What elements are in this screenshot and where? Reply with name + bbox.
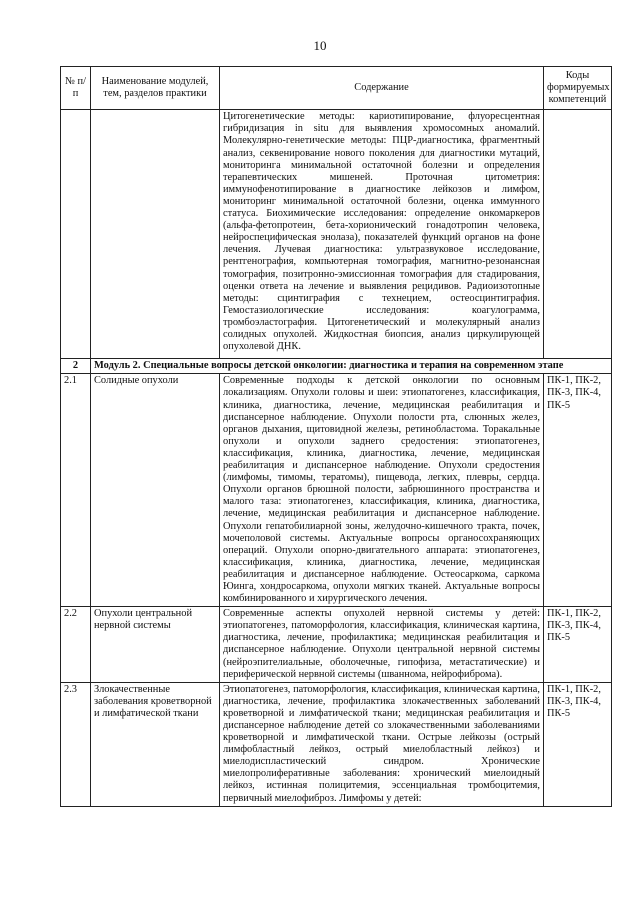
page-number: 10 — [313, 38, 327, 53]
module-title: Модуль 2. Специальные вопросы детской онкологии: диагностика и терапия на современном этапе — [91, 359, 612, 374]
row-codes: ПК-1, ПК-2, ПК-3, ПК-4, ПК-5 — [544, 607, 612, 683]
table-row-continuation — [61, 110, 612, 359]
row-content: Этиопатогенез, патоморфология, классификация, клиническая картина, диагностика, лечение, профилактика злокачественных заболеваний кроветворной и лимфатической ткани; медицинская реабилитация и диспансерное наблюдение детей со злокачественными заболеваниями кроветворной и лимфатической ткани. Острые лейкозы (острый лимфобластный лейкоз, острый миелобластный лейкоз) и миелодиспластический синдром. Хронические миелопролиферативные заболевания: хронический миелоидный лейкоз, истинная полицитемия, эссенциальная тромбоцитемия, первичный миелофиброз. Лимфомы у детей: — [220, 682, 544, 806]
table-row — [61, 682, 612, 806]
row-content: Современные подходы к детской онкологии по основным локализациям. Опухоли головы и шеи: этиопатогенез, классификация, клиника, диагностика, лечение, медицинская реабилитация и диспансерное наблюдение. Опухоли полости рта, слюнных желез, органов дыхания, щитовидной железы, ретинобластома. Торакальные опухоли и опухоли заднего средостения: этиопатогенез, классификация, клиника, диагностика, лечение, медицинская реабилитация и диспансерное наблюдение. Опухоли средостения (лимфомы, тимомы, тератомы), пищевода, легких, плевры, сердца. Опухоли органов брюшной полости, забрюшинного пространства и малого таза: этиопатогенез, классификация, клиника, диагностика, лечение, медицинская реабилитация и диспансерное наблюдение. Опухоли гепатобилиарной зоны, желудочно-кишечного тракта, почек, мочеполовой системы. Актуальные вопросы органосохраняющих операций. Опухоли опорно-двигательного аппарата: этиопатогенез, классификация, клиника, диагностика, лечение, медицинская реабилитация и диспансерное наблюдение. Остеосаркома, саркома Юинга, хондросаркома, опухоли мягких тканей. Актуальные вопросы комбинированного и хирургического лечения. — [220, 374, 544, 607]
module-row — [61, 359, 612, 374]
table-row — [61, 607, 612, 683]
row-num: 2.1 — [61, 374, 91, 607]
row-num: 2.2 — [61, 607, 91, 683]
module-num: 2 — [61, 359, 91, 374]
cell-num — [61, 110, 91, 359]
header-name: Наименование модулей, тем, разделов практики — [91, 67, 220, 110]
table-row — [61, 374, 612, 607]
row-name: Солидные опухоли — [91, 374, 220, 607]
row-codes: ПК-1, ПК-2, ПК-3, ПК-4, ПК-5 — [544, 374, 612, 607]
row-name: Злокачественные заболевания кроветворной и лимфатической ткани — [91, 682, 220, 806]
cell-name — [91, 110, 220, 359]
row-codes: ПК-1, ПК-2, ПК-3, ПК-4, ПК-5 — [544, 682, 612, 806]
cell-codes — [544, 110, 612, 359]
table-header-row — [61, 67, 612, 110]
header-codes: Коды формируемых компетенций — [544, 67, 612, 110]
row-content: Современные аспекты опухолей нервной системы у детей: этиопатогенез, патоморфология, классификация, клиническая картина, диагностика, лечение, профилактика; медицинская реабилитация и диспансерное наблюдение. Опухоли центральной нервной системы (нейроэпителиальные, оболочечные, гипофиза, метастатические) и периферической нервной системы (шваннома, нейрофиброма). — [220, 607, 544, 683]
header-content: Содержание — [220, 67, 544, 110]
cell-content: Цитогенетические методы: кариотипирование, флуоресцентная гибридизация in situ для выявления хромосомных аномалий. Молекулярно-генетические методы: ПЦР-диагностика, фрагментный анализ, секвенирование нового поколения для диагностики мутаций, мониторинга минимальной остаточной болезни и определения терапевтических мишеней. Проточная цитометрия: иммунофенотипирование в диагностике лейкозов и лимфом, мониторинг минимальной остаточной болезни, оценка иммунного статуса. Биохимические исследования: определение онкомаркеров (альфа-фетопротеин, бета-хорионический гонадотропин человека, нейроспецифическая энолаза), показателей функций органов на фоне лечения. Лучевая диагностика: ультразвуковое исследование, рентгенография, компьютерная томография, магнитно-резонансная томография, позитронно-эмиссионная томография для стадирования, оценки ответа на лечение и выявления рецидивов. Радиоизотопные методы: сцинтиграфия с технецием, остеосцинтиграфия. Гемостазиологические исследования: коагулограмма, тромбоэластография. Цитогенетический и молекулярный анализ солидных опухолей. Жидкостная биопсия, анализ циркулирующей опухолевой ДНК. — [220, 110, 544, 359]
header-num: № п/п — [61, 67, 91, 110]
row-name: Опухоли центральной нервной системы — [91, 607, 220, 683]
curriculum-table — [60, 66, 612, 807]
row-num: 2.3 — [61, 682, 91, 806]
